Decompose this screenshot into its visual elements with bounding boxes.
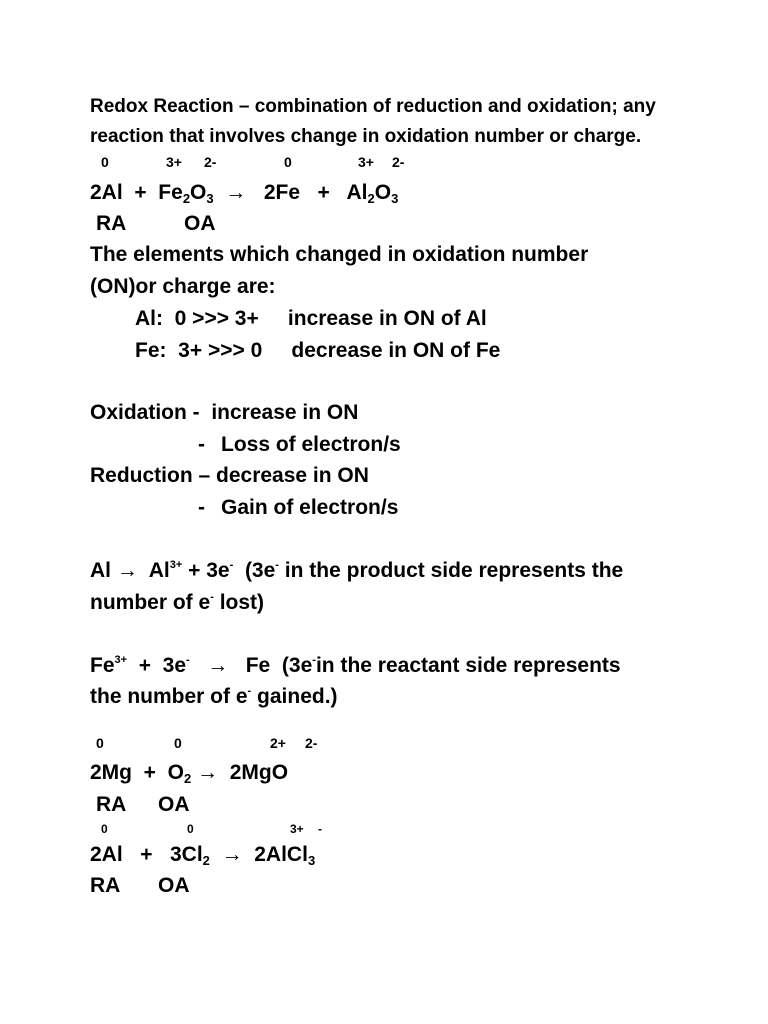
intro-line-1: Redox Reaction – combination of reduction and oxidation; any [90, 96, 656, 117]
eq1-on-label: 0 [284, 154, 292, 170]
reduction-subpoint: Gain of electron/s [221, 496, 399, 519]
oxidation-definition: Oxidation - increase in ON [90, 401, 359, 424]
fe-change-row: Fe: 3+ >>> 0 decrease in ON of Fe [135, 339, 501, 362]
equation-2: $2Mg + O_2 \to 2MgO$ [90, 761, 289, 786]
changed-line-2: (ON)or charge are: [90, 275, 276, 298]
eq1-ra-label: RA [96, 212, 127, 235]
eq2-on-label: 2- [305, 735, 318, 751]
half-reaction-2: $Fe^{3+} + 3e^-$ → Fe (3e-in the reactant side represents [90, 654, 621, 677]
eq3-on-label: 0 [101, 822, 108, 836]
eq3-oa-label: OA [158, 874, 190, 897]
dash-bullet: - [198, 433, 205, 456]
eq1-on-label: 2- [204, 154, 217, 170]
oxidation-subpoint: Loss of electron/s [221, 433, 401, 456]
eq1-oa-label: OA [184, 212, 216, 235]
equation-1: $2Al + Fe_2O_3$ → 2Fe + $Al_2O_3$ [90, 181, 399, 206]
eq3-ra-label: RA [90, 874, 121, 897]
eq3-on-label: 3+ [290, 822, 304, 836]
eq2-ra-label: RA [96, 793, 127, 816]
half-reaction-2-note: the number of e- gained.) [90, 685, 338, 708]
eq2-on-label: 2+ [270, 735, 286, 751]
eq1-on-label: 3+ [166, 154, 182, 170]
eq3-on-label: 0 [187, 822, 194, 836]
eq1-on-label: 2- [392, 154, 405, 170]
eq1-on-label: 0 [101, 154, 109, 170]
reduction-definition: Reduction – decrease in ON [90, 464, 369, 487]
eq2-oa-label: OA [158, 793, 190, 816]
eq3-on-label: - [318, 822, 322, 836]
half-reaction-1-note: number of e- lost) [90, 591, 265, 614]
half-reaction-1: $Al \to Al^{3+} + 3e^-$ (3e- in the product side represents the [90, 559, 624, 582]
al-change-row: Al: 0 >>> 3+ increase in ON of Al [135, 307, 487, 330]
eq2-on-label: 0 [96, 735, 104, 751]
eq2-on-label: 0 [174, 735, 182, 751]
dash-bullet: - [198, 496, 205, 519]
equation-3: 2Al + $3Cl_2$ → 2AlCl$_3$ [90, 843, 316, 868]
intro-line-2: reaction that involves change in oxidation number or charge. [90, 126, 642, 147]
changed-line-1: The elements which changed in oxidation number [90, 243, 589, 266]
eq1-on-label: 3+ [358, 154, 374, 170]
